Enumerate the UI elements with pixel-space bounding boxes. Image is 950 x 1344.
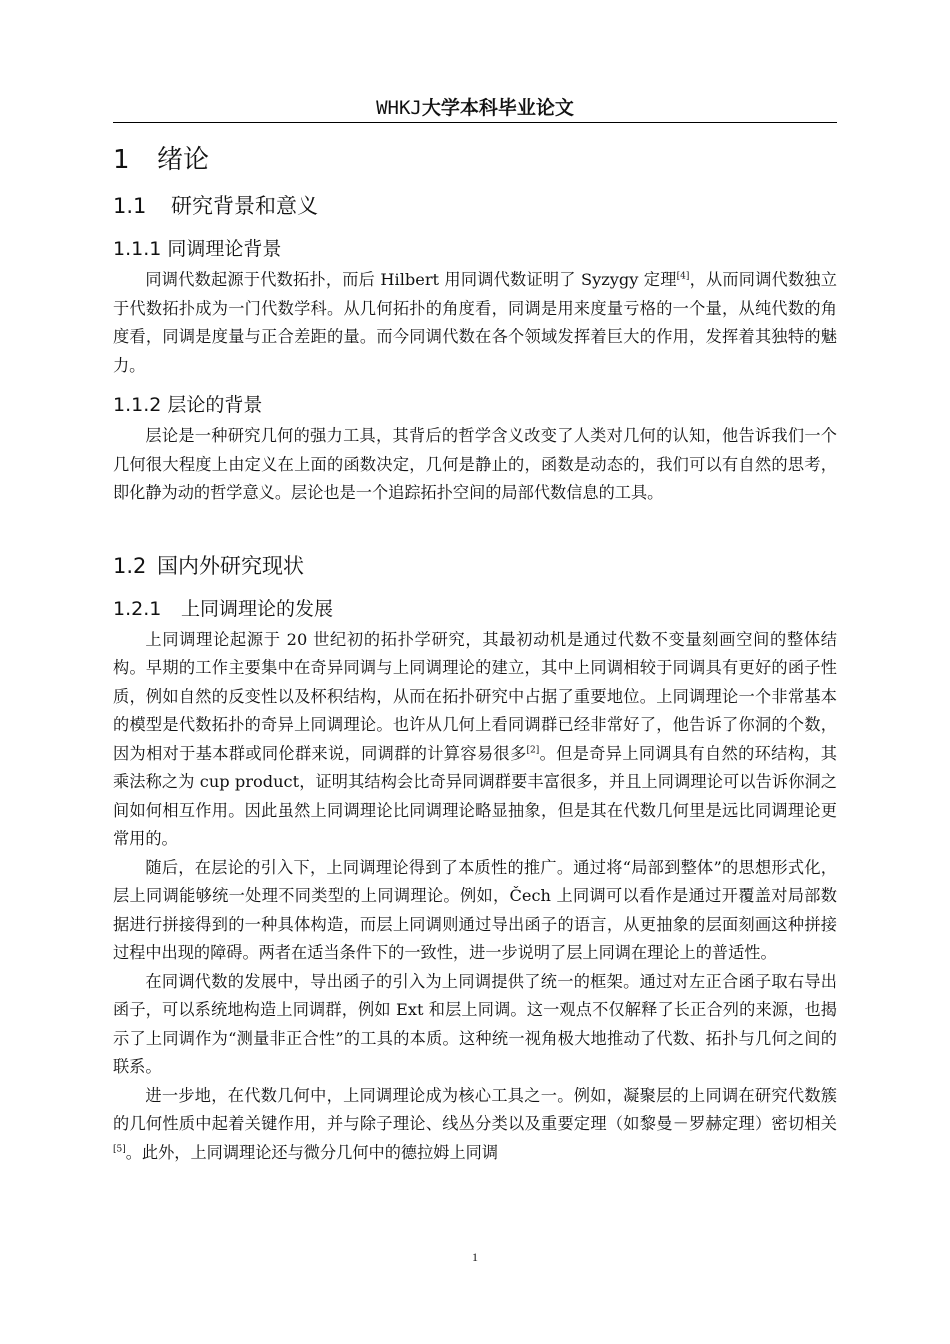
subsection-title: 层论的背景: [167, 394, 263, 416]
section-number: 1.1: [113, 194, 147, 218]
chapter-heading: [113, 140, 837, 180]
subsection-number: 1.1.2: [113, 394, 162, 416]
header-brand: WHKJ: [376, 97, 422, 119]
paragraph-text: 层论是一种研究几何的强力工具，其背后的哲学含义改变了人类对几何的认知，他告诉我们一个几何很大程度上由定义在上面的函数决定，几何是静止的，函数是动态的，我们可以有自然的思考，即化静为动的哲学意义。层论也是一个追踪拓扑空间的局部代数信息的工具。: [113, 426, 837, 502]
section-heading-1-2: [113, 548, 837, 584]
subsection-title: 同调理论背景: [167, 238, 282, 260]
citation[interactable]: [4]: [676, 271, 690, 282]
citation[interactable]: [2]: [526, 745, 540, 756]
section-heading-1-1: [113, 188, 837, 224]
subsection-heading-1-1-1: [113, 232, 837, 266]
header-title: 大学本科毕业论文: [421, 97, 574, 119]
paragraph-text: 随后，在层论的引入下，上同调理论得到了本质性的推广。通过将“局部到整体”的思想形式化，层上同调能够统一处理不同类型的上同调理论。例如，Čech 上同调可以看作是通过开覆盖对局部数据进行拼接得到的一种具体构造，而层上同调则通过导出函子的语言，从更抽象的层面刻画这种拼接过程中出现的障碍。两者在适当条件下的一致性，进一步说明了层上同调在理论上的普适性。: [113, 857, 837, 962]
section-number: 1.2: [113, 553, 147, 578]
chapter-number: 1: [113, 145, 130, 175]
subsection-heading-1-2-1: [113, 592, 837, 626]
paragraph-homology-background: [113, 266, 837, 380]
section-title: 国内外研究现状: [157, 553, 304, 578]
paragraph-algebraic-geometry: [113, 1082, 837, 1168]
citation[interactable]: [5]: [113, 1144, 126, 1155]
paragraph-text: 在同调代数的发展中，导出函子的引入为上同调提供了统一的框架。通过对左正合函子取右导出函子，可以系统地构造上同调群，例如 Ext 和层上同调。这一观点不仅解释了长正合列的来源，也揭示了上同调作为“测量非正合性”的工具的本质。这种统一视角极大地推动了代数、拓扑与几何之间的联系。: [113, 971, 837, 1076]
paragraph-text: ，从而同调代数独立于代数拓扑成为一门代数学科。从几何拓扑的角度看，同调是用来度量亏格的一个量，从纯代数的角度看，同调是度量与正合差距的量。而今同调代数在各个领域发挥着巨大的作用，发挥着其独特的魅力。: [113, 270, 837, 375]
subsection-heading-1-1-2: [113, 388, 837, 422]
paragraph-text: 进一步地，在代数几何中，上同调理论成为核心工具之一。例如，凝聚层的上同调在研究代数簇的几何性质中起着关键作用，并与除子理论、线丛分类以及重要定理（如黎曼－罗赫定理）密切相关: [113, 1085, 837, 1133]
paragraph-derived-functors: [113, 968, 837, 1082]
subsection-number: 1.1.1: [113, 238, 162, 260]
running-header: [113, 94, 837, 123]
paragraph-text: 上同调理论起源于 20 世纪初的拓扑学研究，其最初动机是通过代数不变量刻画空间的整体结构。早期的工作主要集中在奇异同调与上同调理论的建立，其中上同调相较于同调具有更好的函子性质，例如自然的反变性以及杯积结构，从而在拓扑研究中占据了重要地位。上同调理论一个非常基本的模型是代数拓扑的奇异上同调理论。也许从几何上看同调群已经非常好了，他告诉了你洞的个数，因为相对于基本群或同伦群来说，同调群的计算容易很多: [113, 629, 837, 763]
subsection-title: 上同调理论的发展: [181, 597, 334, 620]
paragraph-sheaf-cohomology: [113, 854, 837, 968]
paragraph-text: 同调代数起源于代数拓扑，而后 Hilbert 用同调代数证明了 Syzygy 定理: [145, 270, 677, 289]
chapter-title: 绪论: [157, 145, 210, 175]
section-spacer: [113, 508, 837, 540]
section-title: 研究背景和意义: [171, 194, 318, 218]
subsection-number: 1.2.1: [113, 597, 162, 620]
main-content: [113, 128, 837, 1167]
page-number: 1: [472, 1250, 478, 1264]
paragraph-cohomology-origin: [113, 626, 837, 854]
paragraph-text: 。但是奇异上同调具有自然的环结构，其乘法称之为 cup product，证明其结构会比奇异同调群要丰富很多，并且上同调理论可以告诉你洞之间如何相互作用。因此虽然上同调理论比同调理论略显抽象，但是其在代数几何里是远比同调理论更常用的。: [113, 743, 837, 848]
paragraph-text: 。此外，上同调理论还与微分几何中的德拉姆上同调: [125, 1142, 499, 1162]
paragraph-sheaf-background: [113, 422, 837, 508]
